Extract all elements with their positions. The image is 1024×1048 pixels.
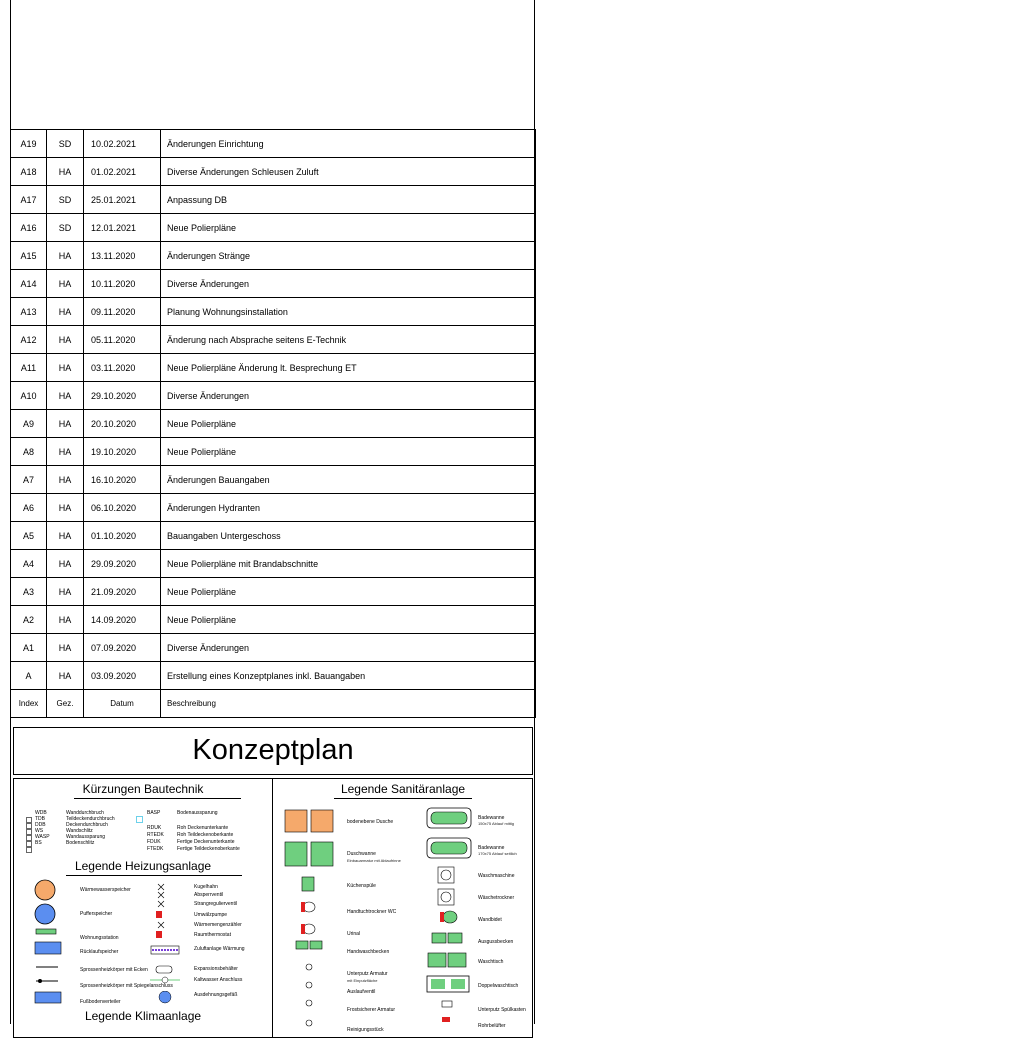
abbr-code: WS	[35, 828, 44, 834]
sanitaer-label: Ausgussbecken	[478, 939, 514, 945]
sanitary-symbol-icon	[284, 1017, 336, 1048]
abbr-code: FDUK	[147, 839, 161, 845]
sanitaer-label: Badewanne	[478, 815, 505, 821]
cell-index: A4	[11, 550, 47, 578]
cell-gez: HA	[47, 662, 84, 690]
plan-title: Konzeptplan	[13, 727, 533, 775]
table-row	[11, 270, 536, 298]
table-row	[11, 634, 536, 662]
sanitaer-label: Rohrbelüfter	[478, 1023, 506, 1029]
heizung-label: Kaltwasser Anschluss	[194, 977, 243, 983]
cell-beschreibung: Neue Polierpläne	[161, 214, 536, 242]
cell-datum: 25.01.2021	[84, 186, 161, 214]
heizung-label: Kugelhahn	[194, 884, 218, 890]
sanitary-symbol-icon	[284, 841, 336, 872]
abbr-text: Wandschlitz	[66, 828, 93, 834]
cell-gez: HA	[47, 270, 84, 298]
heizung-label: Pufferspeicher	[80, 911, 113, 917]
cell-gez: SD	[47, 186, 84, 214]
cell-beschreibung: Erstellung eines Konzeptplanes inkl. Bauangaben	[161, 662, 536, 690]
cell-gez: HA	[47, 326, 84, 354]
abbr-text: Roh Deckenunterkante	[177, 825, 229, 831]
heizung-label: Raumthermostat	[194, 932, 231, 938]
table-row	[11, 242, 536, 270]
abbr-code: BS	[35, 840, 42, 846]
cell-datum: 29.09.2020	[84, 550, 161, 578]
abbr-code: RDUK	[147, 825, 162, 831]
cell-gez: HA	[47, 550, 84, 578]
table-row	[11, 438, 536, 466]
heizung-label: Rücklaufspeicher	[80, 949, 119, 955]
cell-gez: HA	[47, 578, 84, 606]
cell-index: A5	[11, 522, 47, 550]
cell-index: A3	[11, 578, 47, 606]
abbr-code: WDB	[35, 810, 47, 816]
table-row	[11, 326, 536, 354]
header-datum: Datum	[84, 690, 161, 718]
sanitaer-label: Küchenspüle	[347, 883, 376, 889]
cell-datum: 03.09.2020	[84, 662, 161, 690]
cell-beschreibung: Neue Polierpläne	[161, 606, 536, 634]
cell-gez: HA	[47, 634, 84, 662]
cell-gez: HA	[47, 494, 84, 522]
table-row	[11, 494, 536, 522]
cell-beschreibung: Anpassung DB	[161, 186, 536, 214]
sanitaer-label: Wandbidet	[478, 917, 502, 923]
abbr-text: Bodenaussparung	[177, 810, 218, 816]
header-index: Index	[11, 690, 47, 718]
cell-datum: 19.10.2020	[84, 438, 161, 466]
cell-index: A18	[11, 158, 47, 186]
cell-datum: 05.11.2020	[84, 326, 161, 354]
sanitaer-label: Handwaschbecken	[347, 949, 390, 955]
heating-symbol-icon	[150, 991, 180, 1010]
klima-title: Legende Klimaanlage	[84, 1009, 202, 1023]
sanitaer-label: Waschmaschine	[478, 873, 515, 879]
heizung-label: Expansionsbehälter	[194, 966, 238, 972]
abbr-text: Wanddurchbruch	[66, 810, 104, 816]
sanitaer-label: Waschtisch	[478, 959, 504, 965]
cell-datum: 01.10.2020	[84, 522, 161, 550]
kuerzungen-title: Kürzungen Bautechnik	[82, 782, 204, 796]
heating-symbol-icon	[150, 945, 180, 964]
table-row	[11, 186, 536, 214]
sanitaer-sublabel: Einbauarmatur mit Ablaufrinne	[347, 858, 401, 863]
cell-beschreibung: Neue Polierpläne mit Brandabschnitte	[161, 550, 536, 578]
sanitaer-label: Urinal	[347, 931, 361, 937]
abbr-text: Fertige Deckenunterkante	[177, 839, 235, 845]
sanitaer-label: Unterputz Armatur	[347, 971, 388, 977]
abbr-code: WASP	[35, 834, 50, 840]
abbr-text: Wandaussparung	[66, 834, 106, 840]
heizung-label: Fußbodenverteiler	[80, 999, 121, 1005]
cell-datum: 16.10.2020	[84, 466, 161, 494]
sanitaer-label: Unterputz Spülkasten	[478, 1007, 526, 1013]
heizung-label: Absperrventil	[194, 892, 224, 898]
heizung-label: Wärmemengenzähler	[194, 922, 242, 928]
cell-beschreibung: Neue Polierpläne Änderung lt. Besprechung ET	[161, 354, 536, 382]
cell-index: A17	[11, 186, 47, 214]
legend-panel	[13, 778, 533, 1038]
table-row	[11, 214, 536, 242]
cell-beschreibung: Neue Polierpläne	[161, 410, 536, 438]
cell-beschreibung: Änderungen Bauangaben	[161, 466, 536, 494]
cell-beschreibung: Änderungen Einrichtung	[161, 130, 536, 158]
abbr-code: FTEDK	[147, 846, 164, 852]
heizung-label: Umwälzpumpe	[194, 912, 228, 918]
heizung-label: Wärmewasserspeicher	[80, 887, 131, 893]
cell-gez: HA	[47, 522, 84, 550]
table-row	[11, 382, 536, 410]
cell-index: A	[11, 662, 47, 690]
table-row	[11, 522, 536, 550]
heizung-label: Strangregulierventil	[194, 901, 238, 907]
cell-datum: 09.11.2020	[84, 298, 161, 326]
sanitaer-underline	[334, 798, 472, 799]
heizung-label: Zuluftanlage Wärmung	[194, 946, 245, 952]
heizung-underline	[66, 875, 242, 876]
cell-beschreibung: Änderungen Stränge	[161, 242, 536, 270]
cell-gez: HA	[47, 382, 84, 410]
sanitary-symbol-icon	[426, 837, 472, 864]
table-row	[11, 130, 536, 158]
cell-gez: HA	[47, 242, 84, 270]
sanitaer-label: bodenebene Dusche	[347, 819, 394, 825]
cell-datum: 10.11.2020	[84, 270, 161, 298]
abbr-text: Bodenschlitz	[66, 840, 95, 846]
cell-beschreibung: Bauangaben Untergeschoss	[161, 522, 536, 550]
cell-datum: 21.09.2020	[84, 578, 161, 606]
cell-index: A2	[11, 606, 47, 634]
header-beschreibung: Beschreibung	[161, 690, 536, 718]
cell-gez: HA	[47, 438, 84, 466]
legend-divider	[272, 779, 273, 1037]
cell-gez: HA	[47, 298, 84, 326]
abbr-code: BASP	[147, 810, 161, 816]
sanitary-symbol-icon	[426, 807, 472, 834]
sanitaer-title: Legende Sanitäranlage	[340, 782, 466, 796]
cell-index: A10	[11, 382, 47, 410]
table-row	[11, 158, 536, 186]
cell-index: A19	[11, 130, 47, 158]
cell-datum: 14.09.2020	[84, 606, 161, 634]
cell-index: A7	[11, 466, 47, 494]
cell-index: A9	[11, 410, 47, 438]
table-row	[11, 578, 536, 606]
cell-datum: 13.11.2020	[84, 242, 161, 270]
cell-beschreibung: Änderung nach Absprache seitens E-Technik	[161, 326, 536, 354]
cell-beschreibung: Diverse Änderungen	[161, 634, 536, 662]
sanitaer-sublabel: mit Einputzfläche	[347, 978, 378, 983]
table-row	[11, 662, 536, 690]
sanitary-symbol-icon	[426, 1015, 472, 1042]
kuerzungen-underline	[74, 798, 241, 799]
sanitaer-label: Badewanne	[478, 845, 505, 851]
table-row	[11, 354, 536, 382]
cell-index: A8	[11, 438, 47, 466]
cell-gez: HA	[47, 158, 84, 186]
table-row	[11, 606, 536, 634]
cell-index: A1	[11, 634, 47, 662]
cell-index: A15	[11, 242, 47, 270]
sanitaer-label: Auslaufventil	[347, 989, 376, 995]
abbr-code: RTEDK	[147, 832, 164, 838]
cell-index: A6	[11, 494, 47, 522]
abbr-text: Teildeckendurchbruch	[66, 816, 115, 822]
cell-datum: 20.10.2020	[84, 410, 161, 438]
table-row	[11, 550, 536, 578]
heizung-label: Sprossenheizkörper mit Spiegelanschluss	[80, 983, 173, 989]
box-icon	[26, 840, 32, 858]
cell-gez: SD	[47, 130, 84, 158]
cell-beschreibung: Änderungen Hydranten	[161, 494, 536, 522]
heizung-label: Wohnungsstation	[80, 935, 119, 941]
sanitary-symbol-icon	[426, 951, 472, 978]
sanitary-symbol-icon	[426, 975, 472, 1002]
cell-index: A14	[11, 270, 47, 298]
cell-index: A13	[11, 298, 47, 326]
blank-area	[11, 0, 534, 130]
cell-beschreibung: Diverse Änderungen Schleusen Zuluft	[161, 158, 536, 186]
abbr-text: Deckendurchbruch	[66, 822, 108, 828]
cell-datum: 12.01.2021	[84, 214, 161, 242]
cell-datum: 29.10.2020	[84, 382, 161, 410]
header-gez: Gez.	[47, 690, 84, 718]
cell-index: A12	[11, 326, 47, 354]
revision-table	[10, 129, 536, 718]
sanitaer-sublabel: 150x75 Ablauf mittig	[478, 821, 515, 826]
sanitaer-label: Wäschetrockner	[478, 895, 515, 901]
cell-gez: SD	[47, 214, 84, 242]
sanitaer-label: Duschwanne	[347, 851, 376, 857]
cell-datum: 06.10.2020	[84, 494, 161, 522]
heizung-label: Sprossenheizkörper mit Ecken	[80, 967, 148, 973]
abbr-code: TDB	[35, 816, 45, 822]
sanitaer-label: Reinigungsstück	[347, 1027, 384, 1033]
cell-datum: 07.09.2020	[84, 634, 161, 662]
heizung-label: Ausdehnungsgefäß	[194, 992, 238, 998]
cell-datum: 01.02.2021	[84, 158, 161, 186]
sanitaer-label: Doppelwaschtisch	[478, 983, 519, 989]
cell-datum: 03.11.2020	[84, 354, 161, 382]
sanitaer-label: Handtuchtrockner WC	[347, 909, 397, 915]
sanitaer-label: Frostsicherer Armatur	[347, 1007, 396, 1013]
table-row	[11, 410, 536, 438]
sanitaer-sublabel: 170x75 Ablauf seitlich	[478, 851, 517, 856]
table-header-row	[11, 690, 536, 718]
heizung-title: Legende Heizungsanlage	[74, 859, 212, 873]
abbr-text: Roh Teildeckenoberkante	[177, 832, 234, 838]
cell-beschreibung: Diverse Änderungen	[161, 382, 536, 410]
table-row	[11, 298, 536, 326]
cell-gez: HA	[47, 606, 84, 634]
cell-gez: HA	[47, 354, 84, 382]
cell-index: A11	[11, 354, 47, 382]
cell-beschreibung: Neue Polierpläne	[161, 578, 536, 606]
abbr-text: Fertige Teildeckenoberkante	[177, 846, 240, 852]
cell-gez: HA	[47, 410, 84, 438]
cell-beschreibung: Planung Wohnungsinstallation	[161, 298, 536, 326]
cell-beschreibung: Neue Polierpläne	[161, 438, 536, 466]
sanitary-symbol-icon	[284, 809, 336, 840]
box-icon	[136, 810, 143, 828]
cell-index: A16	[11, 214, 47, 242]
table-row	[11, 466, 536, 494]
cell-gez: HA	[47, 466, 84, 494]
drawing-sheet	[10, 0, 535, 1033]
cell-beschreibung: Diverse Änderungen	[161, 270, 536, 298]
cell-datum: 10.02.2021	[84, 130, 161, 158]
abbr-code: DDB	[35, 822, 46, 828]
